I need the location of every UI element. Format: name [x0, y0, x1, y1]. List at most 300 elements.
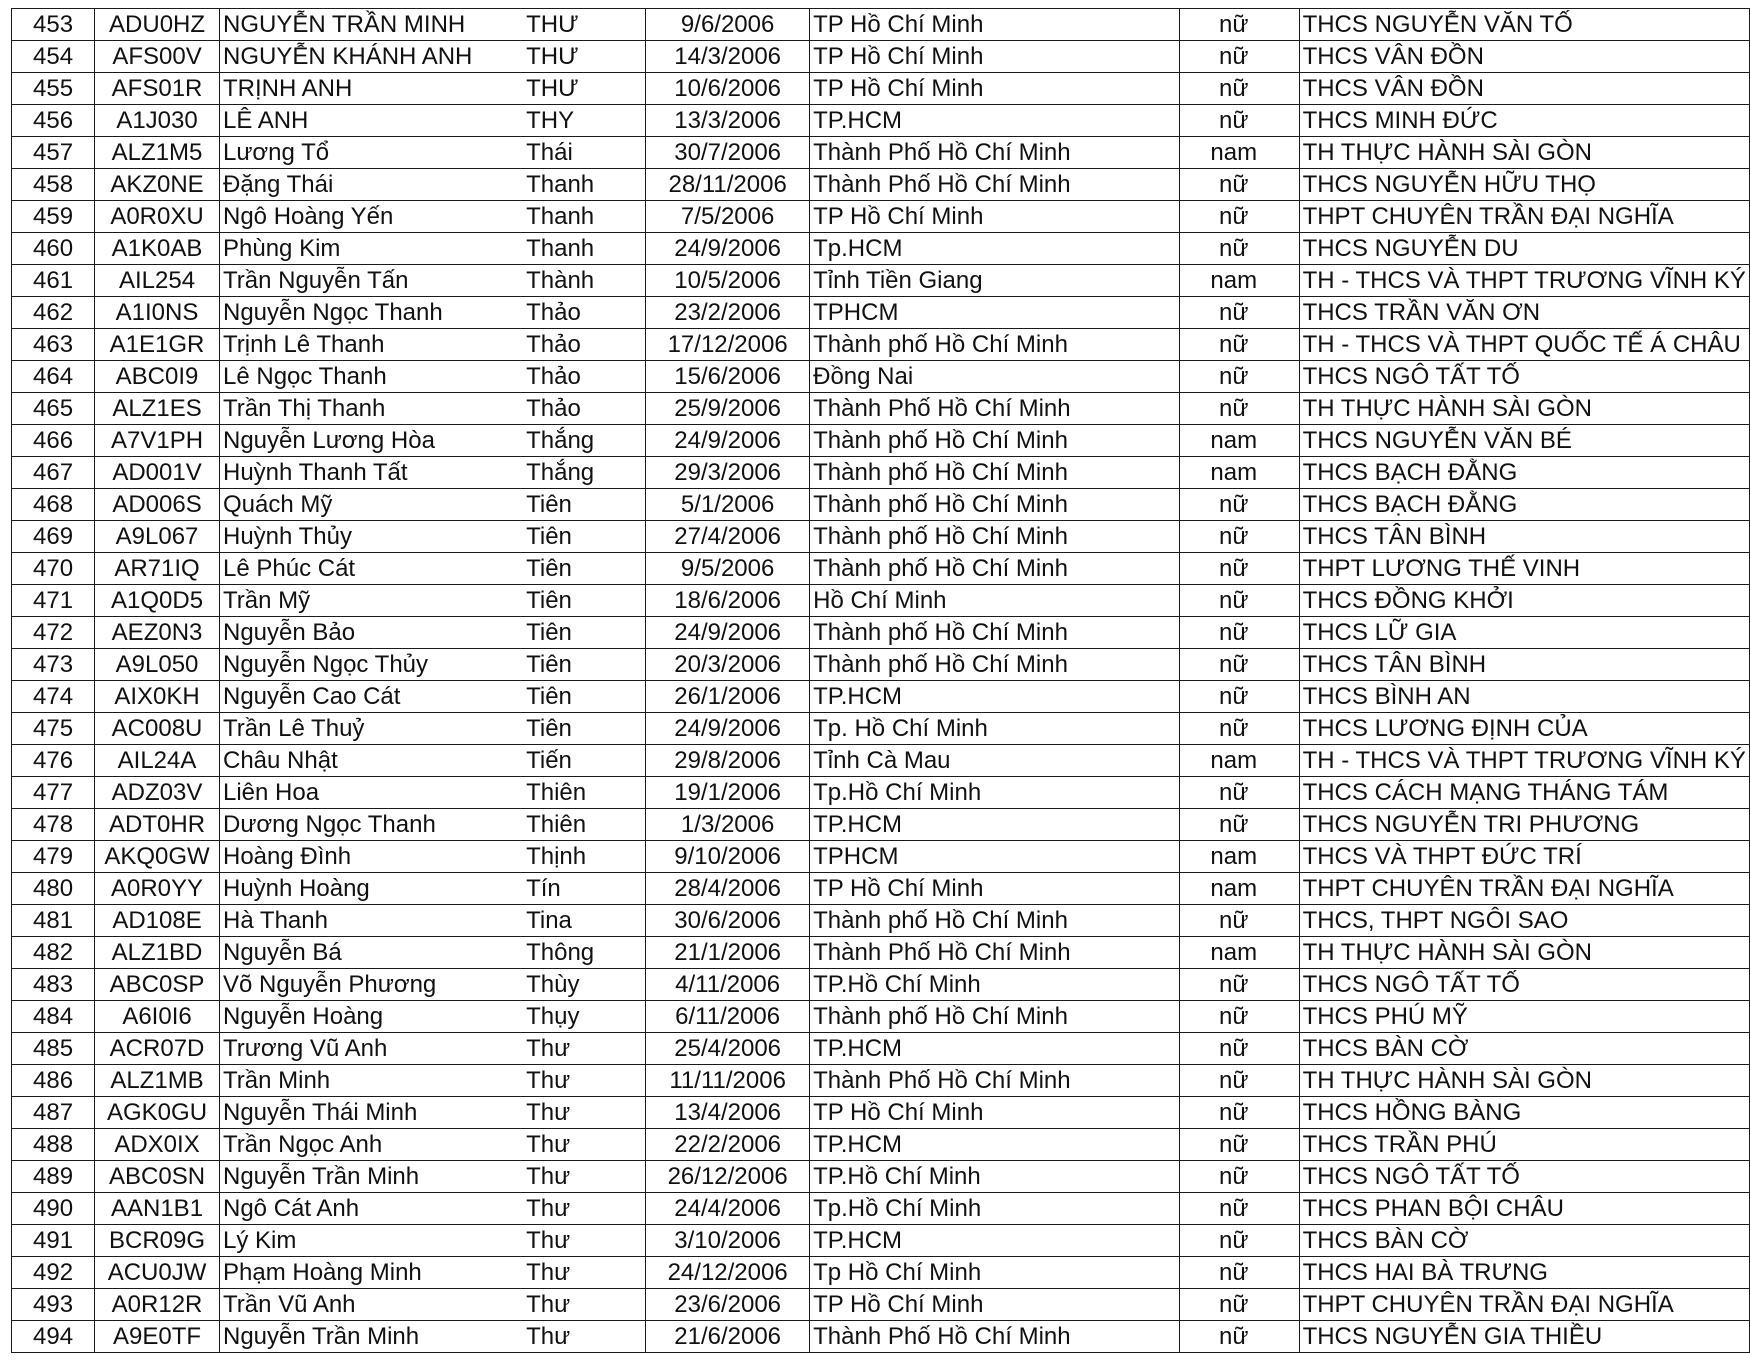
row-number-cell: 490	[12, 1193, 95, 1225]
birth-date-cell: 22/2/2006	[646, 1129, 810, 1161]
row-number-cell: 474	[12, 681, 95, 713]
gender-cell: nữ	[1180, 905, 1287, 937]
given-name-cell: Thư	[523, 1321, 646, 1353]
gender-cell: nữ	[1180, 1257, 1287, 1289]
table-row	[12, 1033, 1750, 1065]
birth-date-cell: 18/6/2006	[646, 585, 810, 617]
spacer-cell	[1287, 137, 1299, 169]
birth-date-cell: 24/9/2006	[646, 713, 810, 745]
spacer-cell	[1287, 105, 1299, 137]
row-number-cell: 462	[12, 297, 95, 329]
given-name-cell: THƯ	[523, 9, 646, 41]
student-id-cell: ACU0JW	[95, 1257, 220, 1289]
given-name-cell: Thư	[523, 1161, 646, 1193]
row-number-cell: 454	[12, 41, 95, 73]
table-body	[12, 9, 1750, 1353]
birth-date-cell: 28/11/2006	[646, 169, 810, 201]
gender-cell: nữ	[1180, 41, 1287, 73]
birth-date-cell: 24/12/2006	[646, 1257, 810, 1289]
row-number-cell: 468	[12, 489, 95, 521]
student-id-cell: AD108E	[95, 905, 220, 937]
row-number-cell: 471	[12, 585, 95, 617]
birth-place-cell: Thành phố Hồ Chí Minh	[810, 1001, 1180, 1033]
birth-date-cell: 24/9/2006	[646, 617, 810, 649]
school-cell: THCS VÂN ĐỒN	[1299, 41, 1749, 73]
given-name-cell: Thư	[523, 1129, 646, 1161]
family-name-cell: Huỳnh Thanh Tất	[220, 457, 524, 489]
table-row	[12, 361, 1750, 393]
school-cell: THCS PHÚ MỸ	[1299, 1001, 1749, 1033]
birth-place-cell: Thành Phố Hồ Chí Minh	[810, 937, 1180, 969]
student-id-cell: A0R12R	[95, 1289, 220, 1321]
given-name-cell: Thiên	[523, 777, 646, 809]
given-name-cell: Tiên	[523, 617, 646, 649]
birth-date-cell: 4/11/2006	[646, 969, 810, 1001]
table-row	[12, 905, 1750, 937]
spacer-cell	[1287, 9, 1299, 41]
birth-date-cell: 29/8/2006	[646, 745, 810, 777]
school-cell: THCS HAI BÀ TRƯNG	[1299, 1257, 1749, 1289]
birth-place-cell: Thành Phố Hồ Chí Minh	[810, 169, 1180, 201]
student-id-cell: ALZ1BD	[95, 937, 220, 969]
table-row	[12, 1289, 1750, 1321]
row-number-cell: 481	[12, 905, 95, 937]
spacer-cell	[1287, 1161, 1299, 1193]
spacer-cell	[1287, 1225, 1299, 1257]
row-number-cell: 480	[12, 873, 95, 905]
birth-date-cell: 30/7/2006	[646, 137, 810, 169]
family-name-cell: Trần Mỹ	[220, 585, 524, 617]
row-number-cell: 467	[12, 457, 95, 489]
table-row	[12, 777, 1750, 809]
family-name-cell: Huỳnh Hoàng	[220, 873, 524, 905]
student-id-cell: AR71IQ	[95, 553, 220, 585]
birth-date-cell: 23/6/2006	[646, 1289, 810, 1321]
gender-cell: nữ	[1180, 1033, 1287, 1065]
table-row	[12, 873, 1750, 905]
birth-place-cell: Thành phố Hồ Chí Minh	[810, 617, 1180, 649]
spacer-cell	[1287, 1129, 1299, 1161]
birth-place-cell: TP Hồ Chí Minh	[810, 1097, 1180, 1129]
gender-cell: nữ	[1180, 617, 1287, 649]
gender-cell: nữ	[1180, 1225, 1287, 1257]
family-name-cell: Trần Vũ Anh	[220, 1289, 524, 1321]
family-name-cell: Nguyễn Bảo	[220, 617, 524, 649]
spacer-cell	[1287, 73, 1299, 105]
spacer-cell	[1287, 1193, 1299, 1225]
student-id-cell: AFS00V	[95, 41, 220, 73]
birth-date-cell: 25/9/2006	[646, 393, 810, 425]
birth-place-cell: Thành phố Hồ Chí Minh	[810, 553, 1180, 585]
family-name-cell: Đặng Thái	[220, 169, 524, 201]
given-name-cell: Tiên	[523, 553, 646, 585]
school-cell: TH - THCS VÀ THPT QUỐC TẾ Á CHÂU	[1299, 329, 1749, 361]
gender-cell: nam	[1180, 873, 1287, 905]
birth-place-cell: TP.Hồ Chí Minh	[810, 1161, 1180, 1193]
gender-cell: nữ	[1180, 585, 1287, 617]
family-name-cell: Ngô Hoàng Yến	[220, 201, 524, 233]
given-name-cell: Thịnh	[523, 841, 646, 873]
student-id-cell: A0R0XU	[95, 201, 220, 233]
gender-cell: nữ	[1180, 297, 1287, 329]
family-name-cell: Lý Kim	[220, 1225, 524, 1257]
student-id-cell: ALZ1ES	[95, 393, 220, 425]
row-number-cell: 476	[12, 745, 95, 777]
student-id-cell: AGK0GU	[95, 1097, 220, 1129]
birth-place-cell: TP Hồ Chí Minh	[810, 73, 1180, 105]
birth-date-cell: 13/4/2006	[646, 1097, 810, 1129]
birth-place-cell: TP Hồ Chí Minh	[810, 41, 1180, 73]
given-name-cell: Thư	[523, 1193, 646, 1225]
birth-date-cell: 27/4/2006	[646, 521, 810, 553]
given-name-cell: Tiên	[523, 585, 646, 617]
birth-place-cell: TP Hồ Chí Minh	[810, 9, 1180, 41]
student-id-cell: AIL254	[95, 265, 220, 297]
birth-place-cell: TP Hồ Chí Minh	[810, 201, 1180, 233]
spacer-cell	[1287, 713, 1299, 745]
gender-cell: nữ	[1180, 1321, 1287, 1353]
table-row	[12, 809, 1750, 841]
birth-date-cell: 23/2/2006	[646, 297, 810, 329]
given-name-cell: Thùy	[523, 969, 646, 1001]
spacer-cell	[1287, 1289, 1299, 1321]
spacer-cell	[1287, 41, 1299, 73]
family-name-cell: Nguyễn Bá	[220, 937, 524, 969]
birth-place-cell: TPHCM	[810, 841, 1180, 873]
row-number-cell: 483	[12, 969, 95, 1001]
given-name-cell: Thảo	[523, 361, 646, 393]
family-name-cell: Ngô Cát Anh	[220, 1193, 524, 1225]
given-name-cell: THY	[523, 105, 646, 137]
row-number-cell: 492	[12, 1257, 95, 1289]
birth-date-cell: 20/3/2006	[646, 649, 810, 681]
family-name-cell: Trần Minh	[220, 1065, 524, 1097]
family-name-cell: Nguyễn Trần Minh	[220, 1321, 524, 1353]
family-name-cell: Võ Nguyễn Phương	[220, 969, 524, 1001]
table-row	[12, 713, 1750, 745]
family-name-cell: Nguyễn Ngọc Thủy	[220, 649, 524, 681]
spacer-cell	[1287, 297, 1299, 329]
student-id-cell: AIX0KH	[95, 681, 220, 713]
family-name-cell: Châu Nhật	[220, 745, 524, 777]
table-row	[12, 489, 1750, 521]
given-name-cell: Thanh	[523, 201, 646, 233]
row-number-cell: 491	[12, 1225, 95, 1257]
birth-date-cell: 1/3/2006	[646, 809, 810, 841]
birth-place-cell: TP.HCM	[810, 1129, 1180, 1161]
school-cell: THPT CHUYÊN TRẦN ĐẠI NGHĨA	[1299, 201, 1749, 233]
birth-date-cell: 21/6/2006	[646, 1321, 810, 1353]
row-number-cell: 494	[12, 1321, 95, 1353]
school-cell: THCS LƯƠNG ĐỊNH CỦA	[1299, 713, 1749, 745]
birth-place-cell: Tp.Hồ Chí Minh	[810, 777, 1180, 809]
school-cell: THCS NGÔ TẤT TỐ	[1299, 1161, 1749, 1193]
school-cell: THCS BÀN CỜ	[1299, 1225, 1749, 1257]
given-name-cell: THƯ	[523, 41, 646, 73]
student-id-cell: AKQ0GW	[95, 841, 220, 873]
spacer-cell	[1287, 585, 1299, 617]
spacer-cell	[1287, 1033, 1299, 1065]
birth-date-cell: 14/3/2006	[646, 41, 810, 73]
spacer-cell	[1287, 233, 1299, 265]
family-name-cell: Nguyễn Trần Minh	[220, 1161, 524, 1193]
table-row	[12, 233, 1750, 265]
gender-cell: nữ	[1180, 1065, 1287, 1097]
gender-cell: nữ	[1180, 201, 1287, 233]
spacer-cell	[1287, 681, 1299, 713]
school-cell: THCS CÁCH MẠNG THÁNG TÁM	[1299, 777, 1749, 809]
student-id-cell: A6I0I6	[95, 1001, 220, 1033]
spacer-cell	[1287, 489, 1299, 521]
birth-place-cell: Tp.Hồ Chí Minh	[810, 1193, 1180, 1225]
student-id-cell: A1J030	[95, 105, 220, 137]
birth-date-cell: 29/3/2006	[646, 457, 810, 489]
given-name-cell: Thanh	[523, 233, 646, 265]
table-row	[12, 1257, 1750, 1289]
family-name-cell: Dương Ngọc Thanh	[220, 809, 524, 841]
birth-place-cell: TPHCM	[810, 297, 1180, 329]
spacer-cell	[1287, 393, 1299, 425]
spacer-cell	[1287, 201, 1299, 233]
family-name-cell: Nguyễn Lương Hòa	[220, 425, 524, 457]
birth-date-cell: 10/5/2006	[646, 265, 810, 297]
family-name-cell: Trần Lê Thuỷ	[220, 713, 524, 745]
row-number-cell: 477	[12, 777, 95, 809]
spacer-cell	[1287, 809, 1299, 841]
table-row	[12, 1129, 1750, 1161]
row-number-cell: 472	[12, 617, 95, 649]
school-cell: THCS NGÔ TẤT TỐ	[1299, 969, 1749, 1001]
row-number-cell: 470	[12, 553, 95, 585]
birth-place-cell: Thành phố Hồ Chí Minh	[810, 649, 1180, 681]
given-name-cell: Tina	[523, 905, 646, 937]
gender-cell: nữ	[1180, 1129, 1287, 1161]
table-row	[12, 41, 1750, 73]
given-name-cell: Tiên	[523, 713, 646, 745]
table-row	[12, 1193, 1750, 1225]
given-name-cell: Thụy	[523, 1001, 646, 1033]
school-cell: THCS NGÔ TẤT TỐ	[1299, 361, 1749, 393]
student-id-cell: ABC0SP	[95, 969, 220, 1001]
table-row	[12, 617, 1750, 649]
gender-cell: nữ	[1180, 393, 1287, 425]
spacer-cell	[1287, 937, 1299, 969]
row-number-cell: 465	[12, 393, 95, 425]
school-cell: THCS LỮ GIA	[1299, 617, 1749, 649]
family-name-cell: Trần Ngọc Anh	[220, 1129, 524, 1161]
school-cell: THCS NGUYỄN DU	[1299, 233, 1749, 265]
school-cell: TH - THCS VÀ THPT TRƯƠNG VĨNH KÝ	[1299, 745, 1749, 777]
given-name-cell: Thắng	[523, 457, 646, 489]
birth-date-cell: 30/6/2006	[646, 905, 810, 937]
table-row	[12, 425, 1750, 457]
spacer-cell	[1287, 1257, 1299, 1289]
gender-cell: nam	[1180, 457, 1287, 489]
birth-date-cell: 7/5/2006	[646, 201, 810, 233]
table-row	[12, 73, 1750, 105]
student-id-cell: A1E1GR	[95, 329, 220, 361]
table-row	[12, 553, 1750, 585]
spacer-cell	[1287, 553, 1299, 585]
birth-date-cell: 9/10/2006	[646, 841, 810, 873]
row-number-cell: 493	[12, 1289, 95, 1321]
given-name-cell: Thư	[523, 1033, 646, 1065]
family-name-cell: Phùng Kim	[220, 233, 524, 265]
row-number-cell: 479	[12, 841, 95, 873]
given-name-cell: Thảo	[523, 329, 646, 361]
table-row	[12, 745, 1750, 777]
birth-place-cell: Thành Phố Hồ Chí Minh	[810, 393, 1180, 425]
gender-cell: nữ	[1180, 233, 1287, 265]
spacer-cell	[1287, 1001, 1299, 1033]
birth-date-cell: 19/1/2006	[646, 777, 810, 809]
gender-cell: nữ	[1180, 73, 1287, 105]
school-cell: THCS VÀ THPT ĐỨC TRÍ	[1299, 841, 1749, 873]
student-id-cell: A7V1PH	[95, 425, 220, 457]
table-row	[12, 681, 1750, 713]
gender-cell: nữ	[1180, 1161, 1287, 1193]
gender-cell: nữ	[1180, 1001, 1287, 1033]
school-cell: THCS TRẦN VĂN ƠN	[1299, 297, 1749, 329]
gender-cell: nữ	[1180, 969, 1287, 1001]
table-row	[12, 137, 1750, 169]
given-name-cell: THƯ	[523, 73, 646, 105]
family-name-cell: Huỳnh Thủy	[220, 521, 524, 553]
given-name-cell: Thanh	[523, 169, 646, 201]
birth-place-cell: Thành Phố Hồ Chí Minh	[810, 1321, 1180, 1353]
birth-place-cell: Tp.HCM	[810, 233, 1180, 265]
student-id-cell: ADX0IX	[95, 1129, 220, 1161]
birth-date-cell: 25/4/2006	[646, 1033, 810, 1065]
student-id-cell: AC008U	[95, 713, 220, 745]
student-id-cell: AEZ0N3	[95, 617, 220, 649]
gender-cell: nam	[1180, 841, 1287, 873]
gender-cell: nữ	[1180, 649, 1287, 681]
school-cell: THCS TRẦN PHÚ	[1299, 1129, 1749, 1161]
table-row	[12, 1065, 1750, 1097]
row-number-cell: 464	[12, 361, 95, 393]
birth-place-cell: Thành phố Hồ Chí Minh	[810, 521, 1180, 553]
birth-date-cell: 24/9/2006	[646, 425, 810, 457]
birth-place-cell: Thành Phố Hồ Chí Minh	[810, 1065, 1180, 1097]
gender-cell: nữ	[1180, 681, 1287, 713]
family-name-cell: Hoàng Đình	[220, 841, 524, 873]
spacer-cell	[1287, 457, 1299, 489]
table-row	[12, 1321, 1750, 1353]
student-id-cell: ABC0I9	[95, 361, 220, 393]
gender-cell: nam	[1180, 137, 1287, 169]
family-name-cell: Trần Thị Thanh	[220, 393, 524, 425]
spacer-cell	[1287, 425, 1299, 457]
given-name-cell: Thiên	[523, 809, 646, 841]
table-row	[12, 169, 1750, 201]
school-cell: TH THỰC HÀNH SÀI GÒN	[1299, 393, 1749, 425]
school-cell: THCS BẠCH ĐẰNG	[1299, 457, 1749, 489]
birth-place-cell: Thành phố Hồ Chí Minh	[810, 457, 1180, 489]
school-cell: TH THỰC HÀNH SÀI GÒN	[1299, 1065, 1749, 1097]
family-name-cell: Nguyễn Cao Cát	[220, 681, 524, 713]
family-name-cell: Phạm Hoàng Minh	[220, 1257, 524, 1289]
student-id-cell: ADU0HZ	[95, 9, 220, 41]
birth-place-cell: Thành phố Hồ Chí Minh	[810, 329, 1180, 361]
spacer-cell	[1287, 361, 1299, 393]
family-name-cell: Quách Mỹ	[220, 489, 524, 521]
birth-date-cell: 21/1/2006	[646, 937, 810, 969]
row-number-cell: 489	[12, 1161, 95, 1193]
given-name-cell: Thư	[523, 1097, 646, 1129]
family-name-cell: Lương Tổ	[220, 137, 524, 169]
birth-date-cell: 17/12/2006	[646, 329, 810, 361]
given-name-cell: Thư	[523, 1225, 646, 1257]
birth-date-cell: 24/4/2006	[646, 1193, 810, 1225]
school-cell: THPT CHUYÊN TRẦN ĐẠI NGHĨA	[1299, 873, 1749, 905]
birth-date-cell: 6/11/2006	[646, 1001, 810, 1033]
birth-date-cell: 13/3/2006	[646, 105, 810, 137]
table-row	[12, 265, 1750, 297]
student-id-cell: AD006S	[95, 489, 220, 521]
school-cell: TH - THCS VÀ THPT TRƯƠNG VĨNH KÝ	[1299, 265, 1749, 297]
given-name-cell: Thắng	[523, 425, 646, 457]
gender-cell: nam	[1180, 425, 1287, 457]
student-id-cell: BCR09G	[95, 1225, 220, 1257]
student-id-cell: A9E0TF	[95, 1321, 220, 1353]
school-cell: THCS VÂN ĐỒN	[1299, 73, 1749, 105]
gender-cell: nữ	[1180, 1097, 1287, 1129]
birth-date-cell: 10/6/2006	[646, 73, 810, 105]
family-name-cell: Trần Nguyễn Tấn	[220, 265, 524, 297]
spacer-cell	[1287, 521, 1299, 553]
given-name-cell: Thành	[523, 265, 646, 297]
birth-date-cell: 9/6/2006	[646, 9, 810, 41]
birth-place-cell: Tỉnh Cà Mau	[810, 745, 1180, 777]
birth-place-cell: TP.HCM	[810, 681, 1180, 713]
gender-cell: nam	[1180, 745, 1287, 777]
given-name-cell: Thông	[523, 937, 646, 969]
table-row	[12, 841, 1750, 873]
birth-place-cell: Đồng Nai	[810, 361, 1180, 393]
student-id-cell: ADT0HR	[95, 809, 220, 841]
birth-place-cell: Tp Hồ Chí Minh	[810, 1257, 1180, 1289]
row-number-cell: 459	[12, 201, 95, 233]
family-name-cell: Trịnh Lê Thanh	[220, 329, 524, 361]
school-cell: THPT CHUYÊN TRẦN ĐẠI NGHĨA	[1299, 1289, 1749, 1321]
school-cell: THCS NGUYỄN HỮU THỌ	[1299, 169, 1749, 201]
student-id-cell: AD001V	[95, 457, 220, 489]
student-id-cell: A9L050	[95, 649, 220, 681]
birth-date-cell: 28/4/2006	[646, 873, 810, 905]
birth-date-cell: 5/1/2006	[646, 489, 810, 521]
birth-date-cell: 9/5/2006	[646, 553, 810, 585]
spacer-cell	[1287, 745, 1299, 777]
table-row	[12, 1097, 1750, 1129]
gender-cell: nữ	[1180, 1289, 1287, 1321]
row-number-cell: 485	[12, 1033, 95, 1065]
student-id-cell: A1Q0D5	[95, 585, 220, 617]
table-row	[12, 649, 1750, 681]
birth-place-cell: TP.HCM	[810, 809, 1180, 841]
gender-cell: nam	[1180, 937, 1287, 969]
table-row	[12, 297, 1750, 329]
gender-cell: nam	[1180, 265, 1287, 297]
gender-cell: nữ	[1180, 361, 1287, 393]
school-cell: THCS NGUYỄN VĂN BÉ	[1299, 425, 1749, 457]
school-cell: TH THỰC HÀNH SÀI GÒN	[1299, 137, 1749, 169]
row-number-cell: 456	[12, 105, 95, 137]
row-number-cell: 487	[12, 1097, 95, 1129]
table-row	[12, 969, 1750, 1001]
spacer-cell	[1287, 265, 1299, 297]
birth-date-cell: 15/6/2006	[646, 361, 810, 393]
